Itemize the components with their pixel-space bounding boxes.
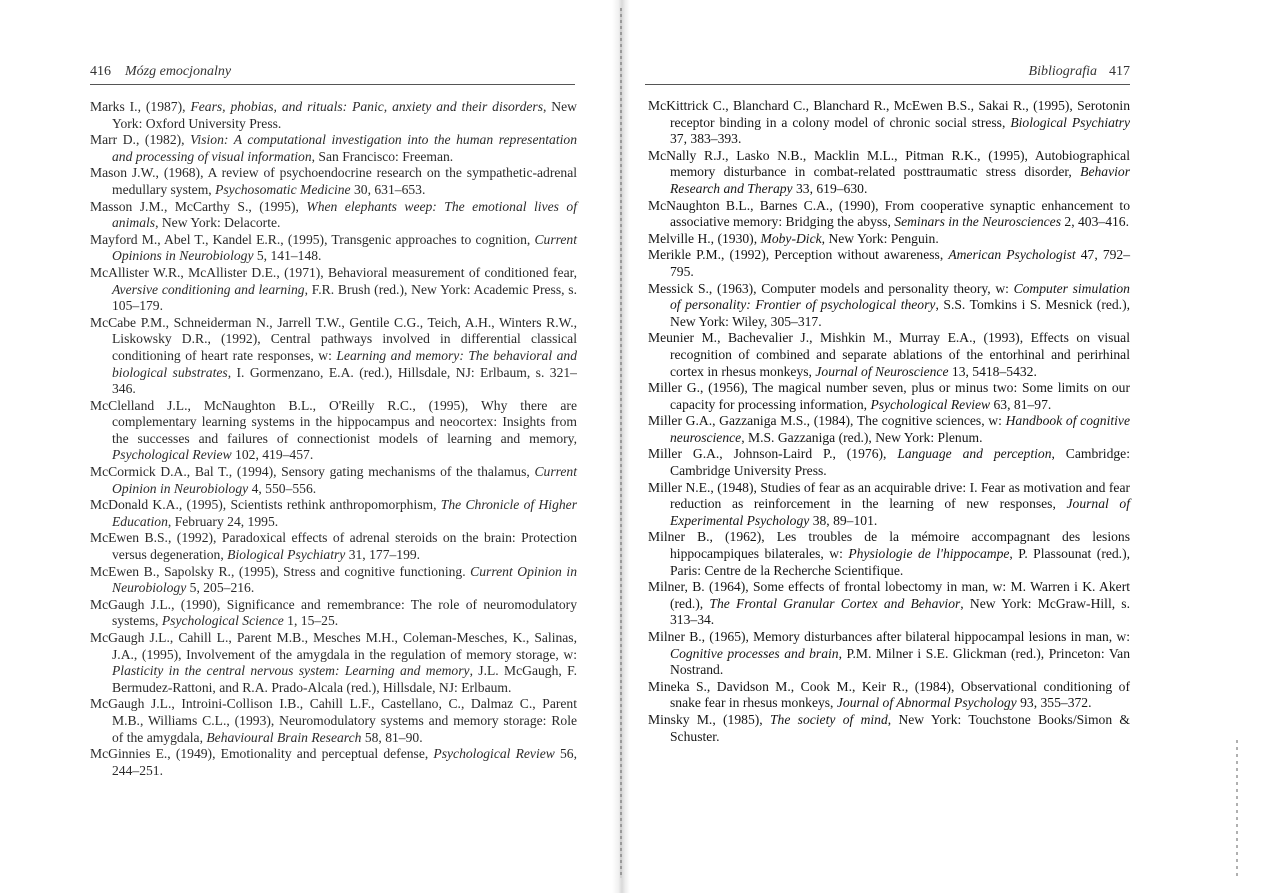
reference-entry [648,231,1130,248]
reference-text: Milner B., (1965), Memory disturbances after bilateral hippocampal lesions in man, w: [648,629,1130,644]
reference-entry [648,446,1130,479]
reference-text: 31, 177–199. [345,547,421,563]
reference-text: McGaugh J.L., Cahill L., Parent M.B., Mesches M.H., Coleman-Mesches, K., Salinas, J.A., (1995), Involvement of the amygdala in the regulation of memory storage, w: [90,630,577,662]
reference-text: 30, 631–653. [350,181,426,197]
reference-source-title: The Chronicle of Higher Education [112,497,577,529]
reference-entry [648,281,1130,331]
reference-text: Meunier M., Bachevalier J., Mishkin M., Murray E.A., (1993), Effects on visual recognition of combined and separate ablations of the entorhinal and perirhinal cortex in rhesus monkeys, [648,330,1130,379]
reference-entry [90,232,577,265]
running-title: Bibliografia [1028,64,1097,79]
reference-source-title: Plasticity in the central nervous system: Learning and memory [112,663,470,679]
reference-text: , New York: Touchstone Books/Simon & Schuster. [670,711,1130,744]
reference-entry [648,629,1130,679]
reference-text: Mason J.W., (1968), A review of psychoendocrine research on the sympathetic-adrenal medullary system, [90,165,577,197]
reference-text: Melville H., (1930), [648,230,761,246]
reference-entry [648,413,1130,446]
reference-entry [90,564,577,597]
reference-entry [90,315,577,398]
reference-source-title: Biological Psychiatry [1010,114,1131,130]
reference-text: 5, 141–148. [253,248,322,264]
reference-entry [648,98,1130,148]
page-number: 417 [1109,64,1130,79]
reference-text: , I. Gormenzano, E.A. (red.), Hillsdale, NJ: Erlbaum, s. 321–346. [112,364,577,397]
reference-text: McCormick D.A., Bal T., (1994), Sensory gating mechanisms of the thalamus, [90,464,535,480]
reference-source-title: Seminars in the Neurosciences [894,214,1062,230]
reference-entry [90,530,577,563]
reference-source-title: Psychological Review [112,447,232,463]
reference-text: McNally R.J., Lasko N.B., Macklin M.L., Pitman R.K., (1995), Autobiographical memory disturbance in combat-related posttraumatic stress disorder, [648,147,1130,180]
right-page [630,0,1266,893]
gutter-shadow-line [620,8,622,878]
reference-entry [648,712,1130,745]
reference-text: , J.L. McGaugh, F. Bermudez-Rattoni, and R.A. Prado-Alcala (red.), Hillsdale, NJ: Erlbaum. [112,663,577,695]
reference-text: Miller G.A., Johnson-Laird P., (1976), [648,446,898,462]
reference-source-title: Psychosomatic Medicine [215,181,351,197]
reference-entry [648,679,1130,712]
reference-text: Miller N.E., (1948), Studies of fear as an acquirable drive: I. Fear as motivation and fear reduction as reinforcement in the learning of new responses, [648,479,1130,512]
reference-entry [90,99,577,132]
reference-text: 5, 205–216. [186,580,255,596]
reference-source-title: Journal of Abnormal Psychology [836,695,1017,711]
reference-source-title: Learning and memory: The behavioral and biological substrates [112,347,577,380]
reference-text: Mayford M., Abel T., Kandel E.R., (1995), Transgenic approaches to cognition, [90,231,535,247]
reference-text: McEwen B.S., (1992), Paradoxical effects of adrenal steroids on the brain: Protection versus degeneration, [90,530,577,563]
reference-text: McKittrick C., Blanchard C., Blanchard R., McEwen B.S., Sakai R., (1995), Serotonin receptor binding in a colony model of chronic social stress, [648,98,1130,130]
reference-source-title: Behavioural Brain Research [206,729,362,745]
reference-entry [90,199,577,232]
reference-text: 2, 403–416. [1061,214,1129,230]
reference-source-title: Current Opinion in Neurobiology [112,464,577,496]
reference-source-title: Computer simulation of personality: Frontier of psychological theory [670,280,1130,313]
reference-text: , New York: Penguin. [821,230,939,246]
reference-entry [90,165,577,198]
reference-text: , New York: Oxford University Press. [112,99,577,131]
reference-text: , M.S. Gazzaniga (red.), New York: Plenum. [741,429,983,445]
reference-text: 102, 419–457. [231,447,314,463]
reference-text: McDonald K.A., (1995), Scientists rethink anthropomorphism, [90,497,441,513]
reference-entry [648,579,1130,629]
reference-entry [648,198,1130,231]
reference-source-title: Psychological Review [870,396,991,412]
reference-list [90,99,577,779]
reference-list [648,98,1130,745]
reference-source-title: Aversive conditioning and learning [112,281,305,297]
reference-text: Marks I., (1987), [90,99,191,114]
reference-entry [648,330,1130,380]
reference-source-title: Psychological Review [433,746,555,762]
reference-source-title: Language and perception [897,446,1052,462]
reference-text: , S.S. Tomkins i S. Mesnick (red.), New York: Wiley, 305–317. [670,297,1131,329]
reference-source-title: Journal of Neuroscience [815,363,949,379]
reference-entry [90,464,577,497]
reference-text: 13, 5418–5432. [948,363,1037,379]
reference-text: 33, 619–630. [792,180,868,196]
left-page [0,0,620,893]
reference-text: , New York: Delacorte. [155,215,281,231]
reference-source-title: When elephants weep: The emotional lives of animals [112,198,577,231]
reference-source-title: Biological Psychiatry [227,547,346,563]
reference-entry [90,398,577,464]
reference-text: 38, 89–101. [809,512,878,528]
reference-text: McEwen B., Sapolsky R., (1995), Stress and cognitive functioning. [90,563,471,579]
reference-text: Miller G.A., Gazzaniga M.S., (1984), The cognitive sciences, w: [648,413,1006,429]
reference-text: , New York: McGraw-Hill, s. 313–34. [670,595,1130,628]
reference-source-title: Fears, phobias, and rituals: Panic, anxiety and their disorders [190,99,543,114]
reference-text: 93, 355–372. [1016,695,1092,711]
reference-text: McAllister W.R., McAllister D.E., (1971), Behavioral measurement of conditioned fear, [90,264,577,280]
reference-text: Masson J.M., McCarthy S., (1995), [90,198,307,214]
reference-text: , F.R. Brush (red.), New York: Academic Press, s. 105–179. [112,281,577,314]
reference-text: 58, 81–90. [361,729,423,745]
running-title: Mózg emocjonalny [125,64,232,79]
reference-text: McGaugh J.L., Introini-Collison I.B., Cahill L.F., Castellano, C., Dalmaz C., Parent M.B., Williams C.L., (1993), Neuromodulatory systems and memory storage: Role of the amygdala, [90,696,577,745]
reference-source-title: Behavior Research and Therapy [670,164,1130,196]
reference-entry [90,630,577,696]
reference-entry [648,529,1130,579]
reference-text: Messick S., (1963), Computer models and personality theory, w: [648,280,1014,296]
reference-text: Mineka S., Davidson M., Cook M., Keir R., (1984), Observational conditioning of snake fear in rhesus monkeys, [648,678,1130,711]
reference-text: , February 24, 1995. [167,513,279,529]
reference-text: 1, 15–25. [283,613,339,629]
reference-source-title: American Psychologist [948,247,1076,263]
reference-text: 56, 244–251. [112,746,577,778]
reference-text: Miller G., (1956), The magical number seven, plus or minus two: Some limits on our capacity for processing information, [648,380,1130,412]
reference-text: , P. Plassounat (red.), Paris: Centre de la Recherche Scientifique. [670,546,1131,578]
reference-entry [648,148,1130,198]
reference-text: McGinnies E., (1949), Emotionality and perceptual defense, [90,746,434,762]
page-edge-mark [1236,740,1238,880]
reference-entry [90,497,577,530]
reference-source-title: Current Opinions in Neurobiology [112,231,577,264]
reference-entry [90,265,577,315]
reference-entry [90,746,577,779]
reference-text: , P.M. Milner i S.E. Glickman (red.), Princeton: Van Nostrand. [670,645,1130,678]
reference-source-title: Journal of Experimental Psychology [670,496,1131,528]
running-header-right [645,64,1130,85]
reference-entry [648,480,1130,530]
page-number: 416 [90,64,111,79]
reference-entry [90,597,577,630]
reference-text: Minsky M., (1985), [648,711,770,727]
reference-source-title: Handbook of cognitive neuroscience [670,413,1130,445]
reference-entry [90,132,577,165]
reference-text: McCabe P.M., Schneiderman N., Jarrell T.W., Gentile C.G., Teich, A.H., Winters R.W., Liskowsky D.R., (1992), Central pathways involved in differential classical conditioning of heart rate responses, w: [90,314,577,363]
reference-text: , San Francisco: Freeman. [311,148,454,164]
reference-text: Milner, B. (1964), Some effects of frontal lobectomy in man, w: M. Warren i K. Akert (red.), [648,579,1130,611]
reference-source-title: Psychological Science [161,613,284,629]
reference-source-title: Vision: A computational investigation into the human representation and processing of visual information [112,132,577,164]
reference-text: 37, 383–393. [670,131,742,147]
reference-text: McGaugh J.L., (1990), Significance and remembrance: The role of neuromodulatory systems, [90,596,577,629]
reference-text: McNaughton B.L., Barnes C.A., (1990), From cooperative synaptic enhancement to associative memory: Bridging the abyss, [648,197,1130,230]
reference-text: , Cambridge: Cambridge University Press. [670,446,1130,479]
reference-text: McClelland J.L., McNaughton B.L., O'Reilly R.C., (1995), Why there are complementary learning systems in the hippocampus and neocortex: Insights from the successes and failures of connectionist models of learning and memory, [90,397,577,446]
reference-text: 4, 550–556. [248,480,317,496]
running-header-left [90,64,575,85]
reference-text: Merikle P.M., (1992), Perception without awareness, [648,247,949,263]
reference-text: Marr D., (1982), [90,132,191,148]
reference-source-title: The Frontal Granular Cortex and Behavior [709,595,961,611]
reference-source-title: Physiologie de l'hippocampe [848,546,1010,562]
reference-source-title: The society of mind [769,711,888,727]
reference-text: 63, 81–97. [990,396,1052,412]
reference-source-title: Moby-Dick [760,230,822,246]
reference-entry [90,696,577,746]
reference-entry [648,247,1130,280]
reference-source-title: Cognitive processes and brain [670,645,839,661]
reference-source-title: Current Opinion in Neurobiology [112,563,577,596]
reference-entry [648,380,1130,413]
reference-text: Milner B., (1962), Les troubles de la mémoire accompagnant des lesions hippocampiques bilaterales, w: [648,529,1130,562]
reference-text: 47, 792–795. [670,247,1131,279]
